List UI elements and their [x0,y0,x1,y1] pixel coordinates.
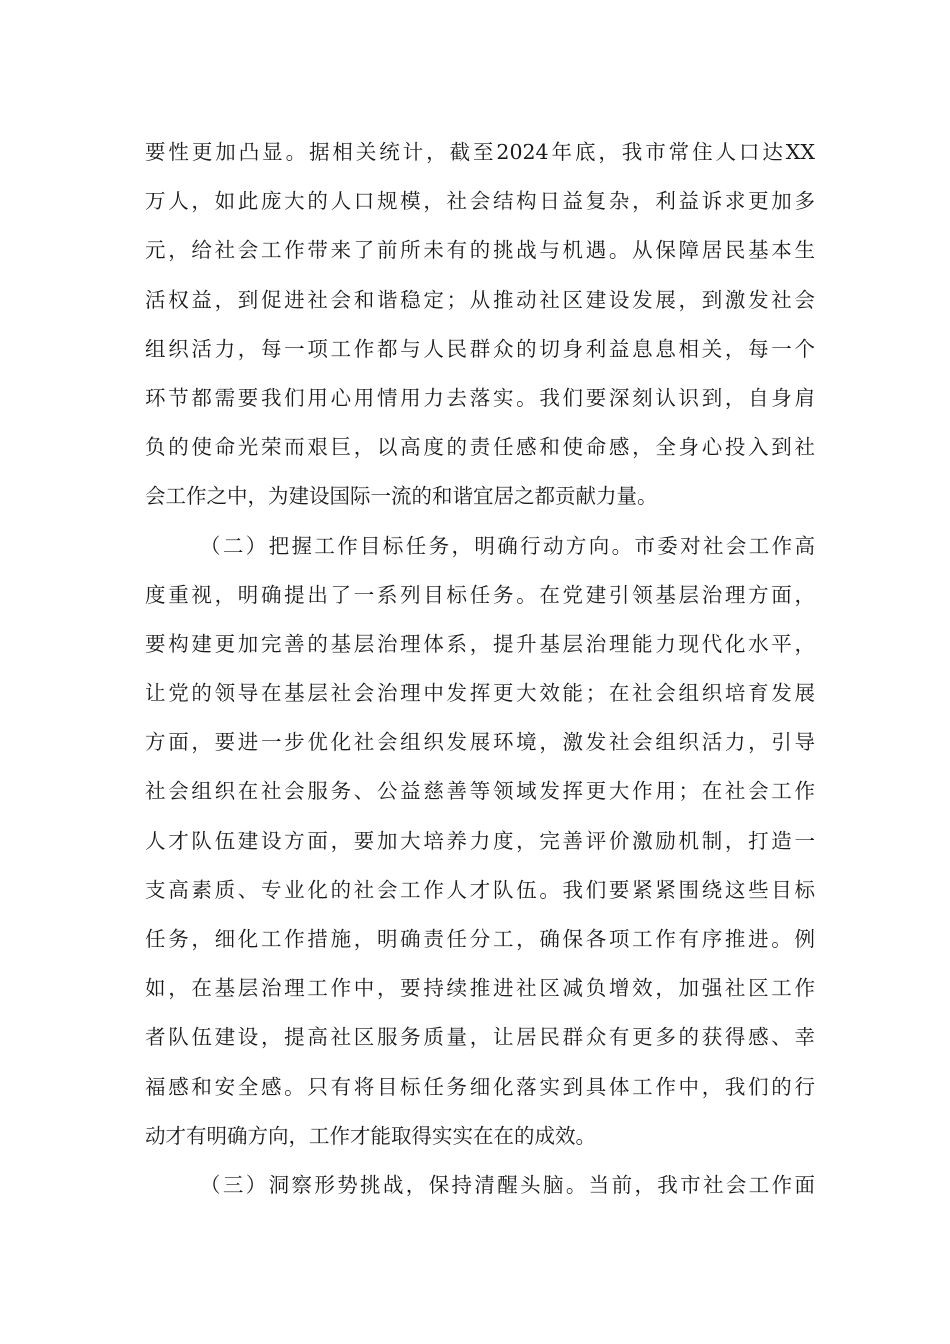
text-line: 人才队伍建设方面，要加大培养力度，完善评价激励机制，打造一 [145,828,815,853]
text-line: 元，给社会工作带来了前所未有的挑战与机遇。从保障居民基本生 [145,238,815,263]
text-line: （二）把握工作目标任务，明确行动方向。市委对社会工作高 [200,533,815,558]
text-line: 支高素质、专业化的社会工作人才队伍。我们要紧紧围绕这些目标 [145,877,815,902]
text-line: 让党的领导在基层社会治理中发挥更大效能；在社会组织培育发展 [145,681,815,706]
text-line: 福感和安全感。只有将目标任务细化落实到具体工作中，我们的行 [145,1074,815,1099]
text-line: （三）洞察形势挑战，保持清醒头脑。当前，我市社会工作面 [200,1172,815,1197]
text-line: 组织活力，每一项工作都与人民群众的切身利益息息相关，每一个 [145,336,815,361]
paragraph-1 [145,128,815,522]
text-line: 者队伍建设，提高社区服务质量，让居民群众有更多的获得感、幸 [145,1025,815,1050]
text-line: 动才有明确方向，工作才能取得实实在在的成效。 [145,1123,596,1148]
text-line: 方面，要进一步优化社会组织发展环境，激发社会组织活力，引导 [145,730,815,755]
paragraph-3 [145,1161,815,1210]
text-line: 万人，如此庞大的人口规模，社会结构日益复杂，利益诉求更加多 [145,189,815,214]
paragraph-2 [145,522,815,1161]
text-line: 社会组织在社会服务、公益慈善等领域发挥更大作用；在社会工作 [145,779,815,804]
text-line: 度重视，明确提出了一系列目标任务。在党建引领基层治理方面， [145,582,815,607]
text-line: 如，在基层治理工作中，要持续推进社区减负增效，加强社区工作 [145,976,815,1001]
text-line: 环节都需要我们用心用情用力去落实。我们要深刻认识到，自身肩 [145,385,815,410]
body-text [145,128,815,1210]
text-line: 负的使命光荣而艰巨，以高度的责任感和使命感，全身心投入到社 [145,435,815,460]
text-line: 会工作之中，为建设国际一流的和谐宜居之都贡献力量。 [145,484,658,509]
text-line: 任务，细化工作措施，明确责任分工，确保各项工作有序推进。例 [145,927,815,951]
text-line: 活权益，到促进社会和谐稳定；从推动社区建设发展，到激发社会 [145,287,815,312]
text-line: 要构建更加完善的基层治理体系，提升基层治理能力现代化水平， [145,631,815,656]
text-line: 要性更加凸显。据相关统计，截至2024年底，我市常住人口达XX [145,140,815,164]
